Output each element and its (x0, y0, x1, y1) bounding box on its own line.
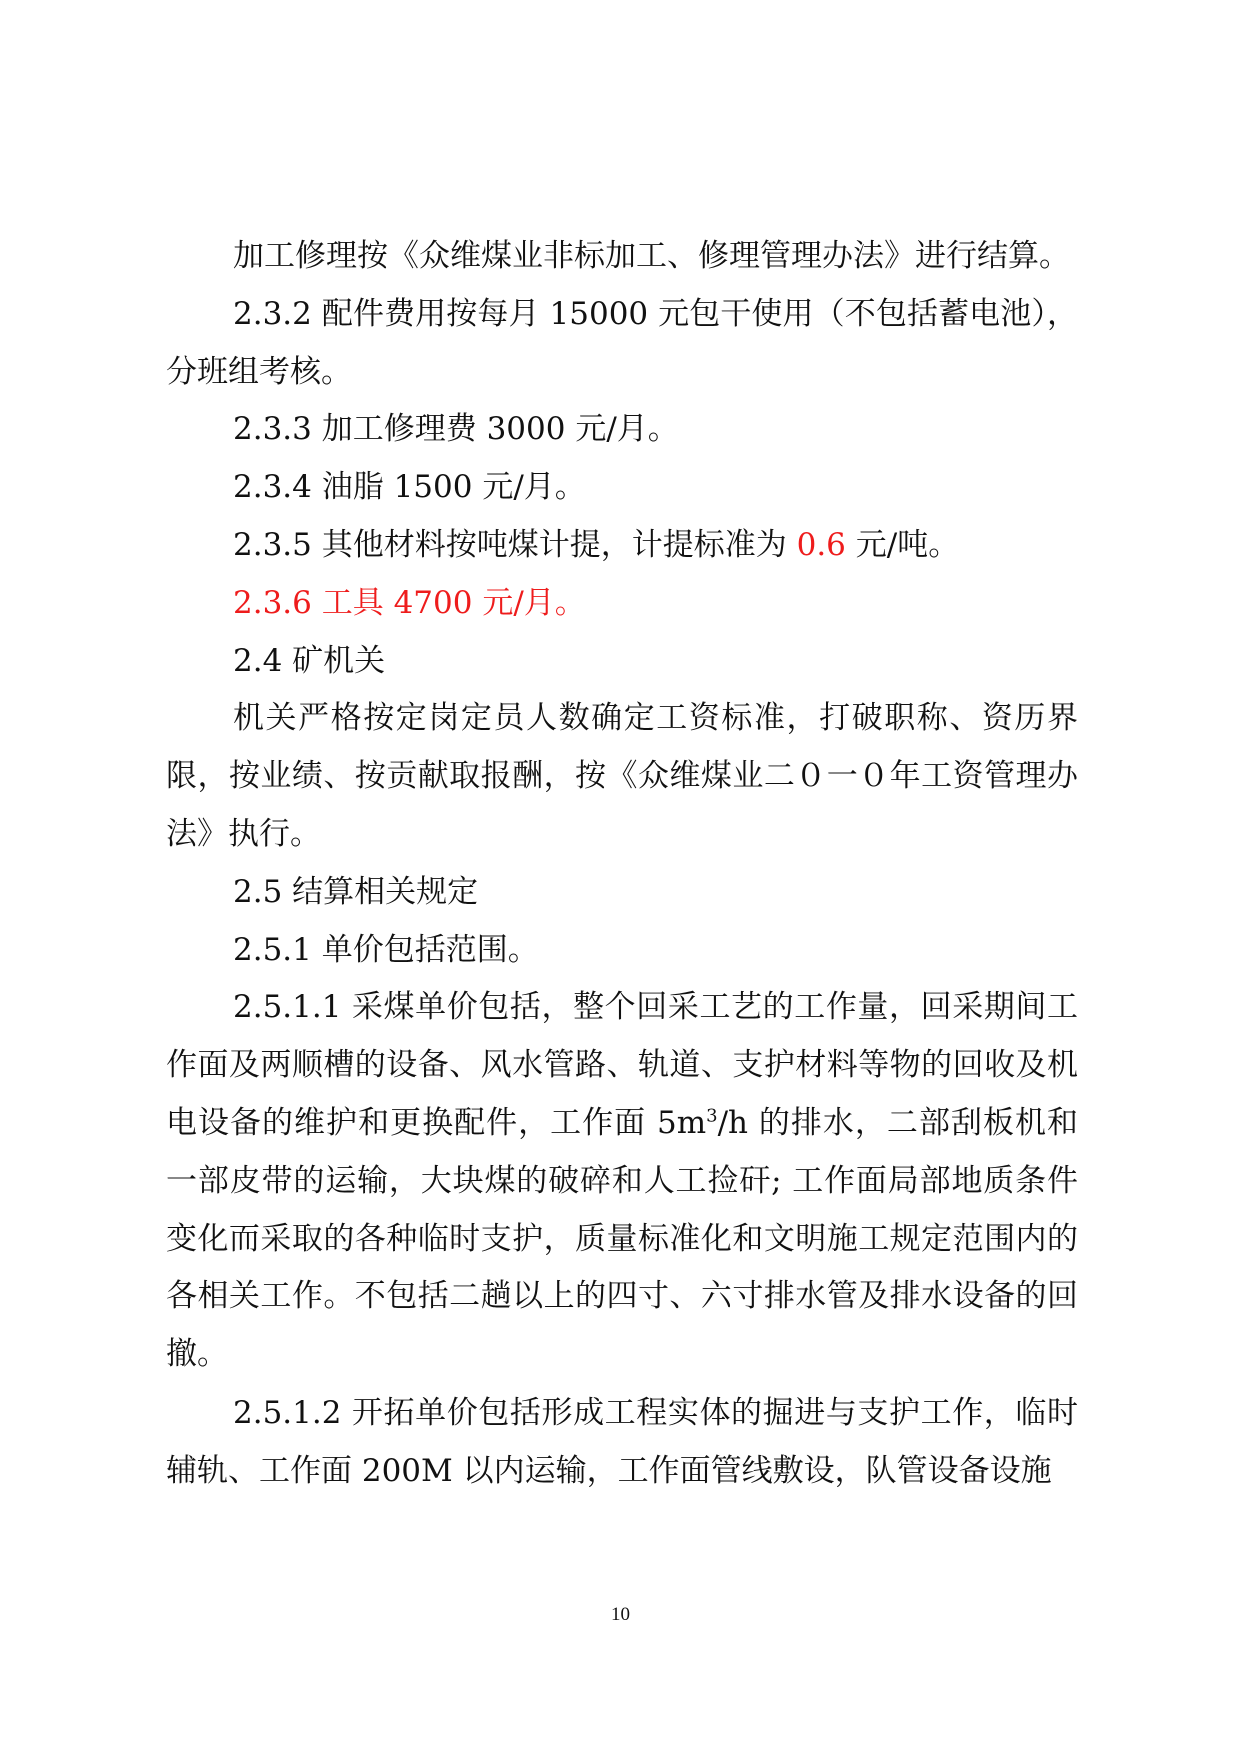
paragraph-processing-repair: 加工修理按《众维煤业非标加工、修理管理办法》进行结算。 (233, 238, 1070, 274)
paragraph-2-3-5-text-before: 2.3.5 其他材料按吨煤计提，计提标准为 (233, 526, 797, 563)
section-heading-2-4: 2.4 矿机关 (233, 642, 386, 679)
paragraph-office-wages: 机关严格按定岗定员人数确定工资标准，打破职称、资历界限，按业绩、按贡献取报酬，按《众维煤业二０一０年工资管理办法》执行。 (166, 700, 1078, 852)
section-heading-2-5: 2.5 结算相关规定 (233, 873, 479, 910)
paragraph-2-3-5 (166, 517, 1078, 575)
paragraph-2-3-6-highlighted: 2.3.6 工具 4700 元/月。 (233, 584, 586, 621)
paragraph-2-5-1: 2.5.1 单价包括范围。 (233, 931, 539, 968)
paragraph-2-3-4: 2.3.4 油脂 1500 元/月。 (233, 469, 586, 506)
paragraph-2-5-1-1-text-after: /h 的排水，二部刮板机和一部皮带的运输，大块煤的破碎和人工捡矸; 工作面局部地质条件变化而采取的各种临时支护，质量标准化和文明施工规定范围内的各相关工作。不包括二趟以上的四寸、六寸排水管及排水设备的回撤。 (166, 1104, 1078, 1373)
paragraph-2-5-1-1-text-before: 2.5.1.1 采煤单价包括，整个回采工艺的工作量，回采期间工作面及两顺槽的设备、风水管路、轨道、支护材料等物的回收及机电设备的维护和更换配件，工作面 5m (166, 989, 1078, 1141)
highlighted-rate-value: 0.6 (796, 526, 846, 563)
paragraph-2-3-2: 2.3.2 配件费用按每月 15000 元包干使用（不包括蓄电池），分班组考核。 (166, 295, 1078, 390)
superscript-cubed: 3 (706, 1105, 718, 1127)
paragraph-2-5-1-1 (166, 979, 1078, 1384)
paragraph-2-5-1-2: 2.5.1.2 开拓单价包括形成工程实体的掘进与支护工作，临时辅轨、工作面 200M 以内运输，工作面管线敷设，队管设备设施 (166, 1394, 1078, 1489)
page-body (166, 228, 1078, 1501)
paragraph-2-3-5-text-after: 元/吨。 (845, 526, 960, 563)
paragraph-2-3-3: 2.3.3 加工修理费 3000 元/月。 (233, 411, 679, 448)
page-number: 10 (611, 1604, 630, 1625)
